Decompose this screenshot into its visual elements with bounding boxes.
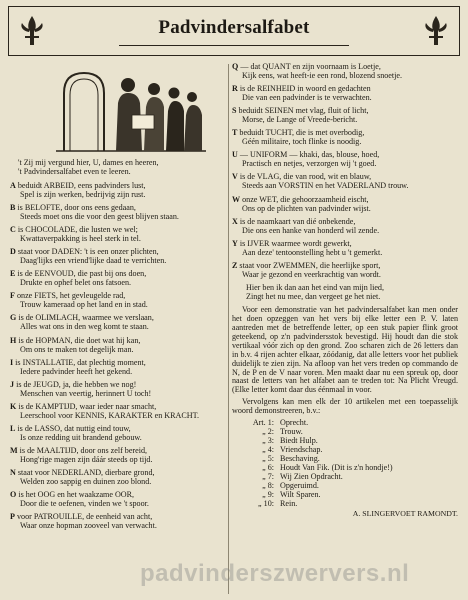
entry-line: beduidt TUCHT, die is met overbodig, [237,128,365,138]
entry-line: beduidt SEINEN met vlag, fluit of licht, [236,106,369,116]
article-number: „ 3: [262,436,274,446]
article-word: Rein. [280,498,298,508]
author-signature: A. SLINGERVOET RAMONDT. [352,508,458,518]
entry-line: is de KAMPTIJD, waar ieder naar smacht, [16,401,157,411]
entry-letter: A [10,180,16,190]
entry-letter: L [10,423,16,433]
entry-line: is het OOG en het waakzame OOR, [16,490,135,500]
alphabet-entry [10,182,224,200]
entry-line: is CHOCOLADE, die lusten we wel; [15,225,138,235]
title-underline [119,45,349,46]
entry-line: staat voor DADEN: 't is een onzer plichten, [15,247,159,257]
alphabet-entry [10,447,224,465]
article-word: Biedt Hulp. [280,436,318,446]
entry-line: Aan deze' tentoonstelling hebt u 't gemerkt. [242,247,383,257]
entry-line: Steeds moet ons die voor den geest blijven staan. [20,211,179,221]
intro-line: 't Padvindersalfabet even te leeren. [18,166,131,176]
alphabet-entry [10,314,224,332]
entry-line: Trouw kameraad op het land en in stad. [20,300,148,310]
entry-line: Menschen van veertig, herinnert U toch! [20,388,152,398]
article-word: Houdt Van Fik. (Dit is z'n hondje!) [280,463,393,473]
fleur-de-lis-icon [423,15,449,49]
entry-line: — UNIFORM — khaki, das, blouse, hoed, [237,150,380,160]
entry-line: Ons op de plichten van padvinder wijst. [242,203,371,213]
entry-letter: F [10,291,15,301]
left-column [10,63,224,535]
title-box [8,6,460,56]
entry-line: is de naamkaart van dié onbekende, [237,216,356,226]
entry-letter: K [10,401,17,411]
article-word: Trouw. [280,427,303,437]
entry-line: Leerschool voor KENNIS, KARAKTER en KRACHT. [20,410,200,420]
entry-letter: C [10,225,16,235]
entry-line: Die van een padvinder is te verwachten. [242,93,372,103]
entry-line: is de MAALTIJD, door ons zelf bereid, [17,446,148,456]
entry-letter: M [10,446,18,456]
entry-letter: V [232,172,238,182]
entry-line: staat voor NEDERLAND, dierbare grond, [15,468,155,478]
article-number: „ 5: [262,454,274,464]
entry-line: Door die te oefenen, vinden we 't spoor. [20,499,149,509]
articles-intro-paragraph: Vervolgens kan men elk der 10 artikelen met een toepasselijk woord demonstreeren, b.v.: [232,397,458,416]
entry-line: is de OLIMLACH, waarmee we verslaan, [16,313,154,323]
column-divider [228,64,229,594]
article-row [238,500,458,509]
alphabet-entry [232,218,458,236]
intro-verse [10,159,224,177]
entry-letter: R [232,84,238,94]
watermark: padvinderszwervers.nl [140,560,410,587]
alphabet-entry [10,204,224,222]
alphabet-entry [10,381,224,399]
alphabet-entry [10,226,224,244]
alphabet-entry [10,292,224,310]
entry-letter: H [10,335,17,345]
entry-line: Waar onze hopman zooveel van verwacht. [20,521,157,531]
alphabet-entry [232,240,458,258]
entry-letter: E [10,269,16,279]
alphabet-entry [232,151,458,169]
scouts-illustration [56,63,206,153]
entry-line: is de HOPMAN, die doet wat hij kan, [16,335,141,345]
entry-line: Practisch en netjes, verzorgen wij 't goed. [242,159,377,169]
alphabet-entry [10,337,224,355]
entry-line: Daag'lijks een vriend'lijke daad te verrichten. [20,256,167,266]
closing-verse [232,284,458,302]
entry-letter: J [10,379,15,389]
entry-letter: Y [232,238,238,248]
alphabet-entry [10,513,224,531]
entry-line: Alles wat ons in den weg komt te staan. [20,322,149,332]
entry-line: is de REINHEID in woord en gedachten [237,84,371,94]
article-word: Wilt Sparen. [280,489,321,499]
alphabet-entry [232,262,458,280]
entry-line: Steeds aan VORSTIN en het VADERLAND trouw. [242,181,409,191]
alphabet-entry [10,359,224,377]
article-word: Wij Zien Opdracht. [280,472,343,481]
article-number: „ 10: [258,498,274,508]
article-number: „ 4: [262,445,274,455]
entry-letter: T [232,128,238,138]
entry-letter: X [232,216,238,226]
entry-letter: I [10,357,14,367]
article-number: „ 2: [262,427,274,437]
entry-line: Kijk eens, wat heeft-ie een rond, blozend snoetje. [242,70,403,80]
entry-line: onze FIETS, het gevleugelde rad, [14,291,126,301]
alphabet-entry [232,85,458,103]
entry-line: is IJVER waarmee wordt gewerkt, [237,238,352,248]
entry-line: Drukte en ophef belet ons fatsoen. [20,278,132,288]
alphabet-entry [232,107,458,125]
alphabet-entry [232,63,458,81]
article-word: Opgeruimd. [280,480,319,490]
entry-line: Morse, de Lange of Vreede-bericht. [242,115,358,125]
entry-line: — dat QUANT en zijn voornaam is Loetje, [238,62,381,71]
article-number: „ 6: [262,463,274,473]
entry-letter: Z [232,260,238,270]
entry-line: Spel is zijn werken, bedrijvig zijn rust. [20,189,146,199]
entry-letter: N [10,468,16,478]
alphabet-entry [10,248,224,266]
alphabet-entry [232,173,458,191]
entry-line: voor PATROUILLE, de eenheid van acht, [14,512,153,522]
entry-line: Die ons een hanke van honderd wil zende. [242,225,380,235]
closing-line: Zingt het nu mee, dan vergeet ge het niet. [246,291,381,301]
entry-line: Waar je gezond en veerkrachtig van wordt. [242,269,381,279]
alphabet-entry [10,469,224,487]
entry-line: Om ons te maken tot degelijk man. [20,344,134,354]
entry-line: Kwattaverpakking is heel sterk in tel. [20,234,141,244]
alphabet-entry [232,196,458,214]
entry-letter: Q [232,62,239,71]
entry-letter: U [232,150,238,160]
alphabet-entry [10,425,224,443]
article-number: „ 9: [262,489,274,499]
entry-letter: B [10,203,16,212]
entry-letter: G [10,313,17,323]
article-word: Beschaving. [280,454,320,464]
entry-letter: S [232,106,237,116]
entry-line: Hong'rige magen zijn dáár steeds op tijd. [20,454,153,464]
alphabet-entry [10,270,224,288]
entry-letter: P [10,512,15,522]
entry-line: staat voor ZWEMMEN, die heerlijke sport, [237,260,381,270]
page-title: Padvindersalfabet [158,17,310,38]
entry-line: Welden zoo sappig en duinen zoo blond. [20,477,152,487]
alphabet-entry [232,129,458,147]
article-number: „ 7: [262,472,274,481]
entry-line: Iedere padvinder heeft het gekend. [20,366,133,376]
right-column [232,63,458,519]
alphabet-entry [10,403,224,421]
entry-letter: W [232,194,241,204]
instructions-paragraph: Voor een demonstratie van het padvindersalfabet kan men onder het doen opzeggen van het vers bij elke letter een P. V. laten aantreden met de betreffende letter, op een stuk papier flink groot geteekend, op z'n padvindersstok bevestigd. Hij houdt dan die stok vertikaal vóór zich op den grond. Zoo scharen zich de 26 letters dan in b.v. 4 rijen achter elkaar, zóódanig, dat alle letters voor het publiek duidelijk te zien zijn. Na afloop van het vers treden op commando de N, de P en de V naar voren. Men maakt daar nu een spreuk op, door naast de letters van het alfabet aan te treden tot: Na Plicht Vreugd. (Elke letter komt daar dus éénmaal in voor. [232,304,458,395]
article-number: Art. 1: [252,418,274,428]
entry-line: is de JEUGD, ja, die hebben we nog! [14,379,137,389]
entry-line: is de EENVOUD, die past bij ons doen, [15,269,147,279]
entry-letter: O [10,490,17,500]
entry-line: is de LASSO, dat nuttig eind touw, [15,423,131,433]
article-word: Vriendschap. [280,445,323,455]
entry-line: onze WET, die gehoorzaamheid eischt, [240,194,369,204]
entry-line: beduidt ARBEID, eens padvinders lust, [15,180,146,190]
entry-line: is de VLAG, die van rood, wit en blauw, [237,172,372,182]
article-word: Oprecht. [280,418,309,428]
intro-line: 't Zij mij vergund hier, U, dames en heeren, [18,158,159,167]
alphabet-entry [10,491,224,509]
entry-line: Is onze redding uit brandend gebouw. [20,432,142,442]
articles-list [238,419,458,509]
entry-line: is BELOFTE, door ons eens gedaan, [15,203,136,212]
entry-line: Géén militaire, toch flinke is noodig. [242,137,362,147]
article-number: „ 8: [262,480,274,490]
entry-letter: D [10,247,16,257]
entry-line: is INSTALLATIE, dat plechtig moment, [13,357,146,367]
closing-line: Hier ben ik dan aan het eind van mijn lied, [246,282,385,292]
